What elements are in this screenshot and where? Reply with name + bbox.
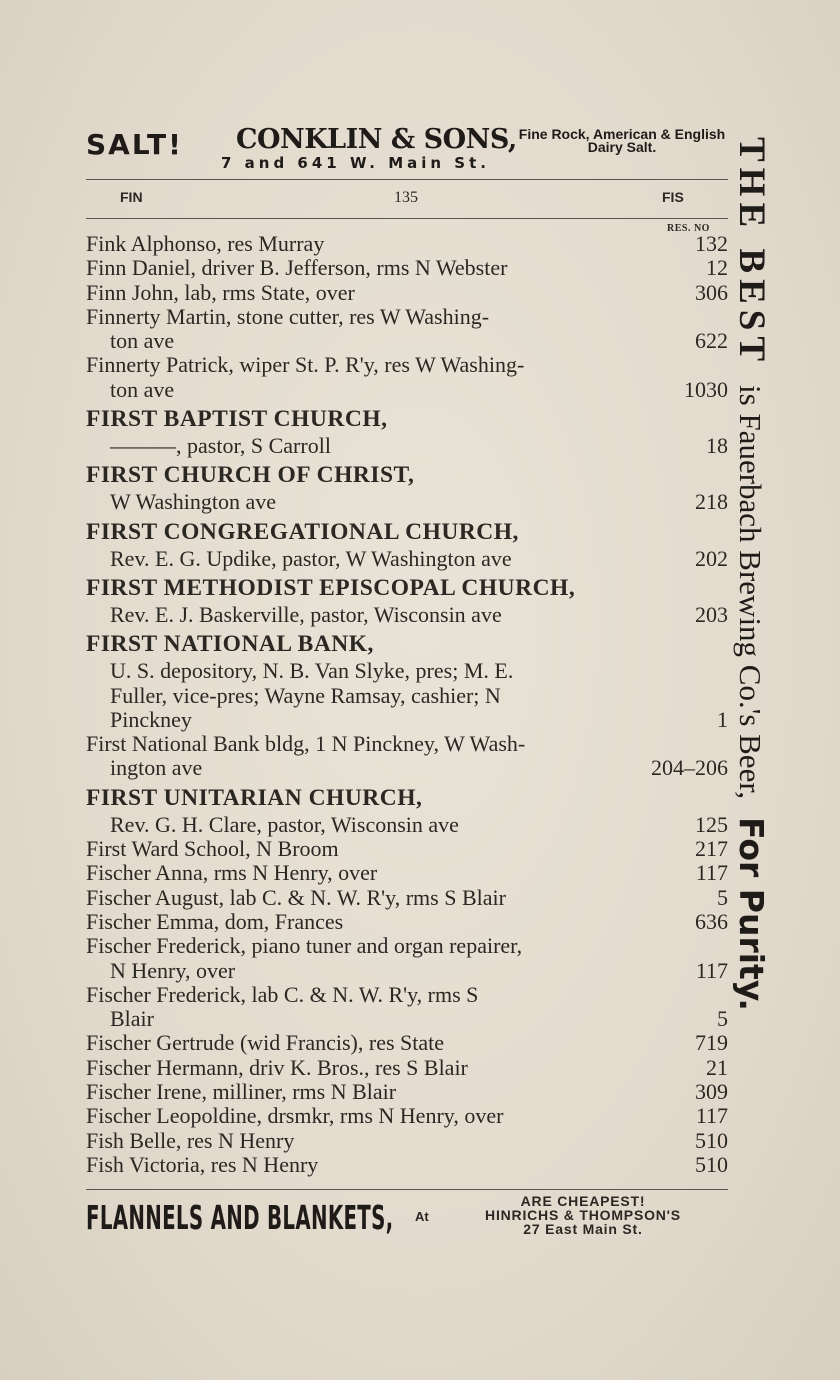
entry-text: ington ave (110, 755, 203, 781)
ad-salt-word: SALT! (86, 128, 183, 161)
entry-residence-number: 1 (717, 706, 728, 732)
entry-heading (86, 571, 728, 603)
entry-heading (86, 627, 728, 659)
entry-heading (86, 402, 728, 434)
entry-heading (86, 458, 728, 490)
entry-text: Fischer Emma, dom, Frances (86, 908, 344, 934)
entry-text: Fischer Frederick, lab C. & N. W. R'y, rms S (86, 981, 479, 1007)
entry-text: Blair (110, 1006, 154, 1032)
entry-residence-number: 202 (695, 545, 728, 571)
entry-text: Fischer Frederick, piano tuner and organ repairer, (86, 933, 523, 959)
side-advertisement (733, 137, 773, 1267)
entry-text: Fischer Anna, rms N Henry, over (86, 860, 378, 886)
column-label: RES. NO (667, 223, 710, 234)
directory-entry (86, 329, 728, 353)
directory-entry (86, 1104, 728, 1128)
directory-entry (86, 837, 728, 861)
entry-residence-number: 510 (695, 1127, 728, 1153)
entry-residence-number: 1030 (684, 376, 728, 402)
header-rule-top (86, 179, 728, 180)
entry-heading (86, 781, 728, 813)
bottom-advertisement (86, 1193, 726, 1242)
directory-entry (86, 434, 728, 458)
directory-entry (86, 708, 728, 732)
entry-residence-number: 622 (695, 328, 728, 354)
entry-residence-number: 636 (695, 908, 728, 934)
entry-text: ton ave (110, 376, 175, 402)
entry-residence-number: 203 (695, 601, 728, 627)
entry-text: FIRST NATIONAL BANK, (86, 631, 374, 658)
entry-text: ton ave (110, 328, 175, 354)
entry-text: Fischer Hermann, driv K. Bros., res S Blair (86, 1054, 468, 1080)
entry-text: U. S. depository, N. B. Van Slyke, pres; M. E. (110, 658, 514, 684)
directory-entry (86, 732, 728, 756)
entry-text: Fish Belle, res N Henry (86, 1127, 295, 1153)
entry-text: FIRST CONGREGATIONAL CHURCH, (86, 518, 519, 545)
side-ad-part-2: is Fauerbach Brewing Co.'s Beer, (733, 385, 768, 800)
ad-line-3: 27 East Main St. (523, 1221, 643, 1237)
entry-residence-number: 218 (695, 489, 728, 515)
ad-address: 7 and 641 W. Main St. (221, 154, 490, 172)
entry-text: Fuller, vice-pres; Wayne Ramsay, cashier; N (110, 682, 501, 708)
entry-text: Finnerty Martin, stone cutter, res W Washing- (86, 303, 490, 329)
entry-residence-number: 117 (695, 860, 728, 886)
ad-line-1: ARE CHEAPEST! (520, 1193, 646, 1209)
entry-text: N Henry, over (110, 957, 236, 983)
directory-entry (86, 934, 728, 958)
ad-goods: Fine Rock, American & English Dairy Salt. (518, 126, 726, 155)
entry-text: Fischer Leopoldine, drsmkr, rms N Henry, over (86, 1103, 504, 1129)
directory-entry (86, 547, 728, 571)
entry-text: Finnerty Patrick, wiper St. P. R'y, res W Washing- (86, 352, 525, 378)
entry-text: Rev. G. H. Clare, pastor, Wisconsin ave (110, 811, 459, 837)
entry-residence-number: 21 (706, 1054, 728, 1080)
directory-entry (86, 756, 728, 780)
entry-text: FIRST METHODIST EPISCOPAL CHURCH, (86, 574, 576, 601)
header-rule-bottom (86, 218, 728, 219)
entry-residence-number: 117 (695, 957, 728, 983)
footer-rule (86, 1189, 728, 1190)
header-guide-right: FIS (662, 189, 684, 205)
entry-residence-number: 5 (717, 884, 728, 910)
entry-residence-number: 217 (695, 836, 728, 862)
top-advertisement (86, 124, 730, 176)
entry-text: W Washington ave (110, 489, 277, 515)
entry-text: Finn Daniel, driver B. Jefferson, rms N Webster (86, 255, 508, 281)
directory-entry (86, 886, 728, 910)
entry-text: First Ward School, N Broom (86, 836, 339, 862)
directory-entry (86, 1007, 728, 1031)
side-ad-part-1: THE BEST (731, 137, 772, 368)
ad-merchant (442, 1194, 724, 1236)
directory-entry (86, 1129, 728, 1153)
directory-entry (86, 1080, 728, 1104)
entry-text: Fink Alphonso, res Murray (86, 231, 325, 256)
entry-residence-number: 309 (695, 1079, 728, 1105)
directory-entry (86, 281, 728, 305)
directory-entry (86, 305, 728, 329)
side-ad-part-3: For Purity. (732, 817, 771, 1011)
directory-entry (86, 983, 728, 1007)
entry-residence-number: 204–206 (651, 755, 728, 781)
entry-text: Rev. E. G. Updike, pastor, W Washington ave (110, 545, 512, 571)
directory-entry (86, 1153, 728, 1177)
header-guide-left: FIN (120, 189, 143, 205)
entry-residence-number: 18 (706, 433, 728, 459)
entry-residence-number: 125 (695, 811, 728, 837)
directory-entry (86, 1031, 728, 1055)
entry-text: FIRST CHURCH OF CHRIST, (86, 462, 415, 489)
entry-residence-number: 132 (695, 231, 728, 256)
directory-entry (86, 684, 728, 708)
directory-entry (86, 959, 728, 983)
directory-entry (86, 378, 728, 402)
ad-headline: FLANNELS AND BLANKETS, (86, 1198, 394, 1237)
entry-heading (86, 515, 728, 547)
entry-text: Fischer August, lab C. & N. W. R'y, rms S Blair (86, 884, 506, 910)
entry-text: Fischer Gertrude (wid Francis), res State (86, 1030, 445, 1056)
entry-text: Rev. E. J. Baskerville, pastor, Wisconsin ave (110, 601, 502, 627)
ad-firm-name: CONKLIN & SONS, (236, 124, 517, 155)
directory-entry (86, 813, 728, 837)
entry-residence-number: 719 (695, 1030, 728, 1056)
directory-list (86, 232, 728, 1177)
directory-entry (86, 353, 728, 377)
directory-entry (86, 1056, 728, 1080)
directory-entry (86, 256, 728, 280)
entry-residence-number: 306 (695, 279, 728, 305)
ad-line-2: HINRICHS & THOMPSON'S (485, 1207, 681, 1223)
entry-text: FIRST BAPTIST CHURCH, (86, 406, 388, 433)
directory-entry (86, 603, 728, 627)
directory-entry (86, 490, 728, 514)
entry-text: Pinckney (110, 706, 192, 732)
directory-entry (86, 659, 728, 683)
entry-text: Finn John, lab, rms State, over (86, 279, 355, 305)
entry-text: FIRST UNITARIAN CHURCH, (86, 784, 423, 811)
entry-residence-number: 5 (717, 1006, 728, 1032)
directory-entry (86, 910, 728, 934)
entry-text: Fish Victoria, res N Henry (86, 1151, 319, 1177)
entry-text: Fischer Irene, milliner, rms N Blair (86, 1079, 397, 1105)
entry-text: First National Bank bldg, 1 N Pinckney, W Wash- (86, 731, 526, 757)
page-number: 135 (394, 189, 418, 206)
directory-entry (86, 232, 728, 256)
entry-residence-number: 510 (695, 1151, 728, 1177)
entry-text: ———, pastor, S Carroll (110, 433, 331, 459)
entry-residence-number: 117 (695, 1103, 728, 1129)
directory-entry (86, 861, 728, 885)
entry-residence-number: 12 (706, 255, 728, 281)
ad-at: At (415, 1209, 429, 1224)
